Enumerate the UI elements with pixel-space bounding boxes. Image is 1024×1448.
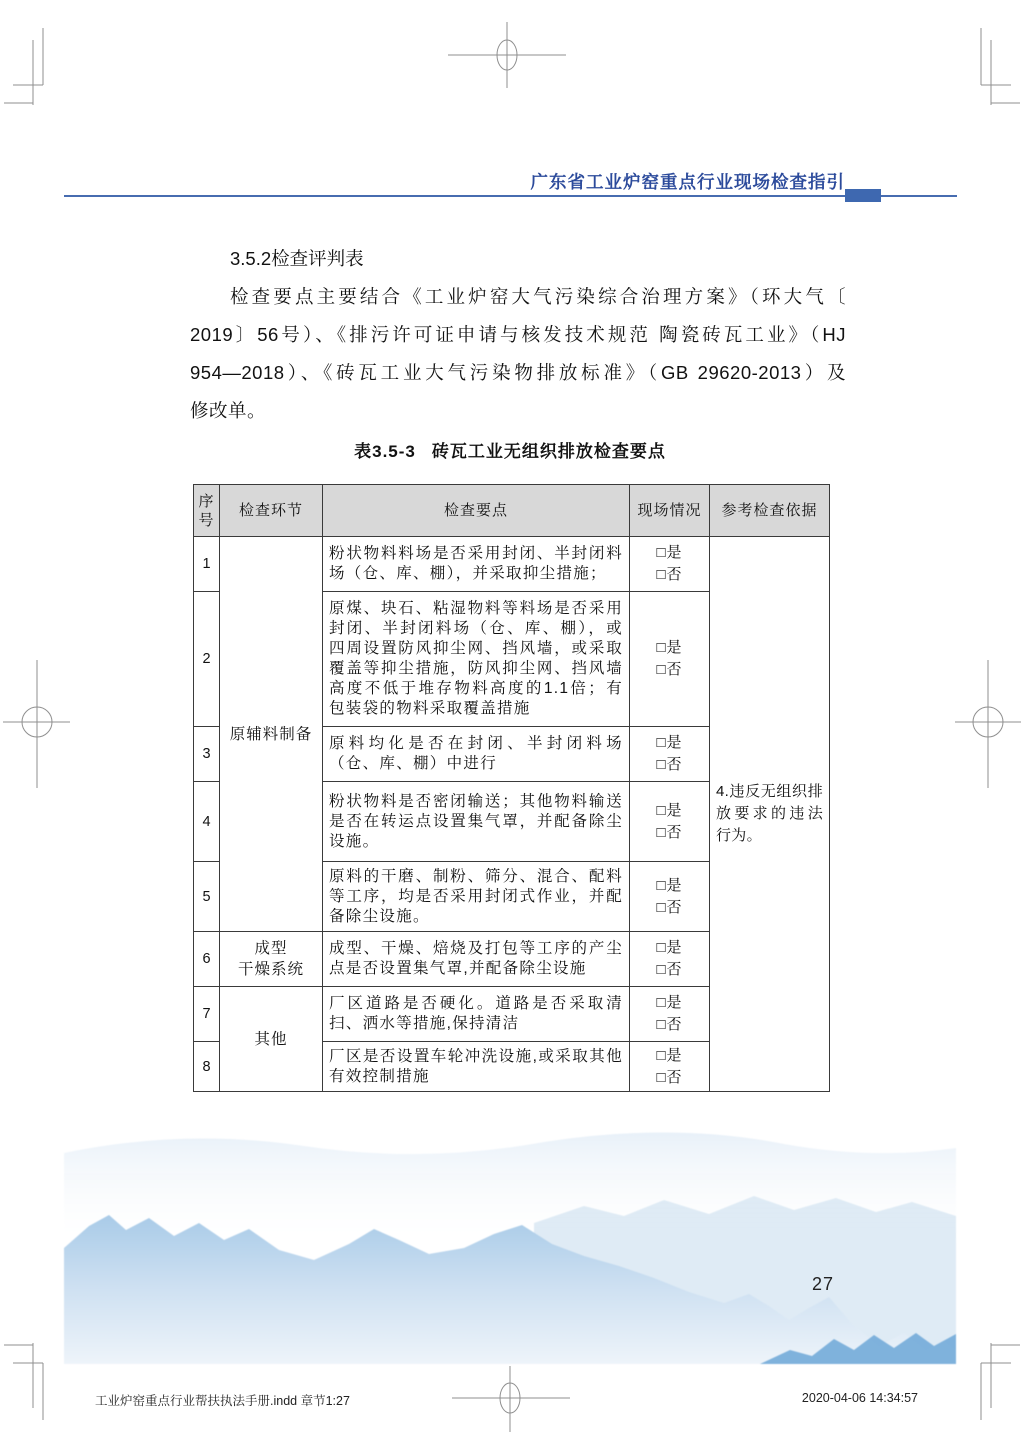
checkbox-yes-option: □是 <box>656 1046 683 1064</box>
status-cell <box>630 932 710 987</box>
paragraph-line: 2019〕56号）、《排污许可证申请与核发技术规范 陶瓷砖瓦工业》（HJ <box>190 324 846 345</box>
page-number: 27 <box>812 1274 835 1294</box>
stage-cell <box>220 537 323 932</box>
check-point-cell: 原料均化是否在封闭、半封闭料场（仓、库、棚）中进行 <box>323 727 630 782</box>
body-text <box>190 240 846 430</box>
stage-label: 成型 <box>254 940 288 957</box>
status-cell <box>630 1042 710 1092</box>
trim-mark-bottom-right <box>981 1343 1020 1420</box>
row-number-cell: 6 <box>194 932 220 987</box>
row-number-cell: 8 <box>194 1042 220 1092</box>
checkbox-no-option: □否 <box>656 1068 683 1086</box>
registration-mark-middle-left <box>3 660 70 788</box>
registration-mark-bottom-center <box>452 1366 570 1432</box>
stage-label: 干燥系统 <box>237 961 304 978</box>
header-accent-block <box>845 189 881 202</box>
column-header-reference: 参考检查依据 <box>710 485 830 537</box>
status-cell <box>630 592 710 727</box>
row-number-cell: 3 <box>194 727 220 782</box>
status-cell <box>630 727 710 782</box>
checkbox-no-option: □否 <box>656 898 683 916</box>
checkbox-no-option: □否 <box>656 1016 683 1033</box>
column-header-stage: 检查环节 <box>220 485 323 537</box>
stage-label: 原辅料制备 <box>229 725 313 743</box>
header-rule <box>64 195 957 197</box>
checkbox-yes-option: □是 <box>656 639 683 656</box>
table-header-row <box>194 485 830 537</box>
inspection-table <box>193 484 830 1092</box>
registration-mark-middle-right <box>955 660 1021 788</box>
check-point-cell: 粉状物料是否密闭输送；其他物料输送是否在转运点设置集气罩，并配备除尘设施。 <box>323 782 630 862</box>
paragraph-line: 954—2018）、《砖瓦工业大气污染物排放标准》（GB 29620-2013）及 <box>190 362 846 383</box>
checkbox-yes-option: □是 <box>656 876 683 894</box>
checkbox-yes-option: □是 <box>656 939 683 956</box>
table-caption <box>190 437 830 462</box>
row-number-cell: 7 <box>194 987 220 1042</box>
section-heading: 3.5.2检查评判表 <box>230 248 364 269</box>
checkbox-yes-option: □是 <box>656 994 683 1011</box>
checkbox-no-option: □否 <box>656 661 683 678</box>
row-number-cell: 4 <box>194 782 220 862</box>
column-header-status: 现场情况 <box>630 485 710 537</box>
stage-cell <box>220 987 323 1092</box>
trim-mark-top-right <box>981 28 1020 105</box>
status-cell <box>630 987 710 1042</box>
check-point-cell: 原煤、块石、粘湿物料等料场是否采用封闭、半封闭料场（仓、库、棚），或四周设置防风抑尘网、挡风墙，或采取覆盖等抑尘措施，防风抑尘网、挡风墙高度不低于堆存物料高度的1.1倍；有包装袋的物料采取覆盖措施 <box>323 592 630 727</box>
footer-timestamp: 2020-04-06 14:34:57 <box>801 1391 918 1405</box>
status-cell <box>630 782 710 862</box>
row-number-cell: 2 <box>194 592 220 727</box>
table-caption-title: 砖瓦工业无组织排放检查要点 <box>431 442 666 461</box>
reference-cell: 4.违反无组织排放要求的违法行为。 <box>710 537 830 1092</box>
paragraph-line: 修改单。 <box>190 400 267 421</box>
mountain-watermark <box>64 1098 956 1364</box>
check-point-cell: 厂区是否设置车轮冲洗设施,或采取其他有效控制措施 <box>323 1042 630 1092</box>
check-point-cell: 粉状物料料场是否采用封闭、半封闭料场（仓、库、棚），并采取抑尘措施； <box>323 537 630 592</box>
trim-mark-bottom-left <box>4 1343 43 1420</box>
checkbox-no-option: □否 <box>656 823 683 841</box>
row-number-cell: 1 <box>194 537 220 592</box>
paragraph-line: 检查要点主要结合《工业炉窑大气污染综合治理方案》（环大气〔 <box>230 286 846 307</box>
stage-label: 其他 <box>254 1030 288 1048</box>
registration-mark-top-center <box>448 22 566 88</box>
row-number-cell: 5 <box>194 862 220 932</box>
table-row <box>194 537 830 592</box>
checkbox-no-option: □否 <box>656 961 683 978</box>
check-point-cell: 原料的干磨、制粉、筛分、混合、配料等工序，均是否采用封闭式作业，并配备除尘设施。 <box>323 862 630 932</box>
check-point-cell: 成型、干燥、焙烧及打包等工序的产尘点是否设置集气罩,并配备除尘设施 <box>323 932 630 987</box>
column-header-no: 序号 <box>194 485 220 537</box>
table-caption-label: 表3.5-3 <box>354 442 416 461</box>
checkbox-no-option: □否 <box>656 566 683 583</box>
checkbox-yes-option: □是 <box>656 734 683 751</box>
column-header-point: 检查要点 <box>323 485 630 537</box>
checkbox-no-option: □否 <box>656 756 683 773</box>
checkbox-yes-option: □是 <box>656 801 683 819</box>
footer-file-info: 工业炉窑重点行业帮扶执法手册.indd 章节1:27 <box>95 1394 350 1408</box>
page-header-title: 广东省工业炉窑重点行业现场检查指引 <box>530 172 845 192</box>
trim-mark-top-left <box>4 28 43 105</box>
checkbox-yes-option: □是 <box>656 544 683 561</box>
status-cell <box>630 862 710 932</box>
status-cell <box>630 537 710 592</box>
check-point-cell: 厂区道路是否硬化。道路是否采取清扫、洒水等措施,保持清洁 <box>323 987 630 1042</box>
stage-cell <box>220 932 323 987</box>
